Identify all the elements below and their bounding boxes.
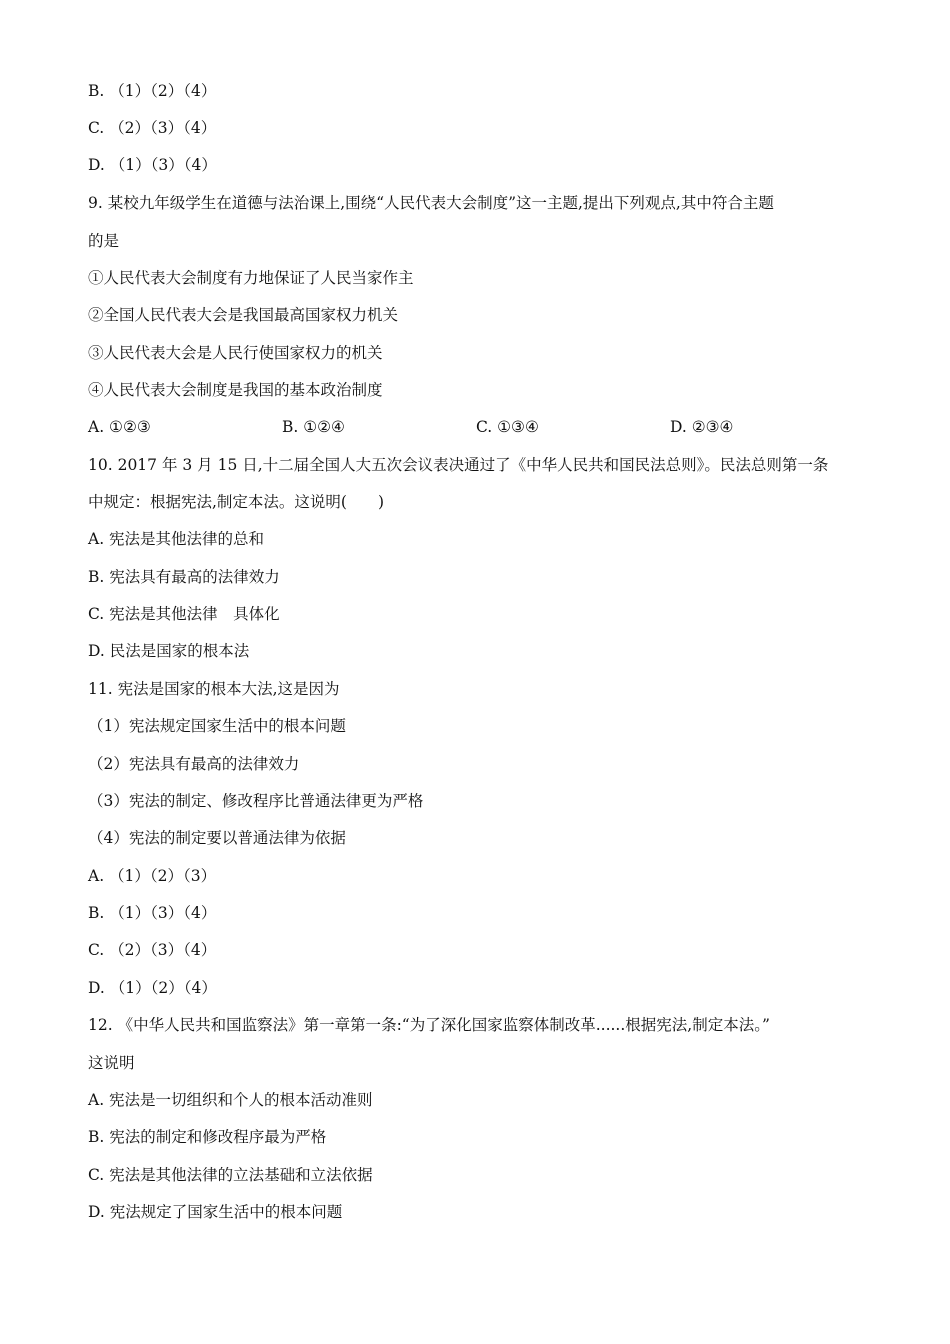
q9-stem-line1: 9. 某校九年级学生在道德与法治课上,围绕“人民代表大会制度”这一主题,提出下列观点,其中符合主题 bbox=[88, 194, 774, 212]
q12-option-a: A. 宪法是一切组织和个人的根本活动准则 bbox=[88, 1091, 373, 1109]
q11-statement-3: （3）宪法的制定、修改程序比普通法律更为严格 bbox=[88, 792, 424, 810]
q10-stem-line1: 10. 2017 年 3 月 15 日,十二届全国人大五次会议表决通过了《中华人民共和国民法总则》。民法总则第一条 bbox=[88, 456, 829, 474]
q10-option-d: D. 民法是国家的根本法 bbox=[88, 642, 250, 660]
q8-option-b: B. （1）（2）（4） bbox=[88, 82, 217, 100]
q12-stem-line1: 12. 《中华人民共和国监察法》第一章第一条:“为了深化国家监察体制改革......根据宪法,制定本法。” bbox=[88, 1016, 770, 1034]
q9-statement-2: ②全国人民代表大会是我国最高国家权力机关 bbox=[88, 306, 399, 324]
q10-option-a: A. 宪法是其他法律的总和 bbox=[88, 530, 265, 548]
q9-statement-1: ①人民代表大会制度有力地保证了人民当家作主 bbox=[88, 269, 414, 287]
q11-option-d: D. （1）（2）（4） bbox=[88, 979, 217, 997]
q9-option-b: B. ①②④ bbox=[282, 418, 345, 436]
q10-stem-line2: 中规定：根据宪法,制定本法。这说明( ) bbox=[88, 493, 385, 511]
q12-option-b: B. 宪法的制定和修改程序最为严格 bbox=[88, 1128, 327, 1146]
q10-option-b: B. 宪法具有最高的法律效力 bbox=[88, 568, 280, 586]
q9-statement-3: ③人民代表大会是人民行使国家权力的机关 bbox=[88, 344, 383, 362]
q10-option-c: C. 宪法是其他法律 具体化 bbox=[88, 605, 280, 623]
q11-stem: 11. 宪法是国家的根本大法,这是因为 bbox=[88, 680, 340, 698]
q11-option-a: A. （1）（2）（3） bbox=[88, 867, 217, 885]
q9-option-d: D. ②③④ bbox=[670, 418, 734, 436]
q11-statement-2: （2）宪法具有最高的法律效力 bbox=[88, 755, 300, 773]
q8-option-c: C. （2）（3）（4） bbox=[88, 119, 217, 137]
q8-option-d: D. （1）（3）（4） bbox=[88, 156, 217, 174]
q11-statement-4: （4）宪法的制定要以普通法律为依据 bbox=[88, 829, 346, 847]
q12-stem-line2: 这说明 bbox=[88, 1054, 135, 1072]
q9-option-c: C. ①③④ bbox=[476, 418, 539, 436]
q12-option-c: C. 宪法是其他法律的立法基础和立法依据 bbox=[88, 1166, 373, 1184]
q9-option-a: A. ①②③ bbox=[88, 418, 151, 436]
q12-option-d: D. 宪法规定了国家生活中的根本问题 bbox=[88, 1203, 343, 1221]
q11-option-c: C. （2）（3）（4） bbox=[88, 941, 217, 959]
q9-statement-4: ④人民代表大会制度是我国的基本政治制度 bbox=[88, 381, 383, 399]
q9-stem-line2: 的是 bbox=[88, 232, 120, 250]
q11-statement-1: （1）宪法规定国家生活中的根本问题 bbox=[88, 717, 346, 735]
q11-option-b: B. （1）（3）（4） bbox=[88, 904, 217, 922]
